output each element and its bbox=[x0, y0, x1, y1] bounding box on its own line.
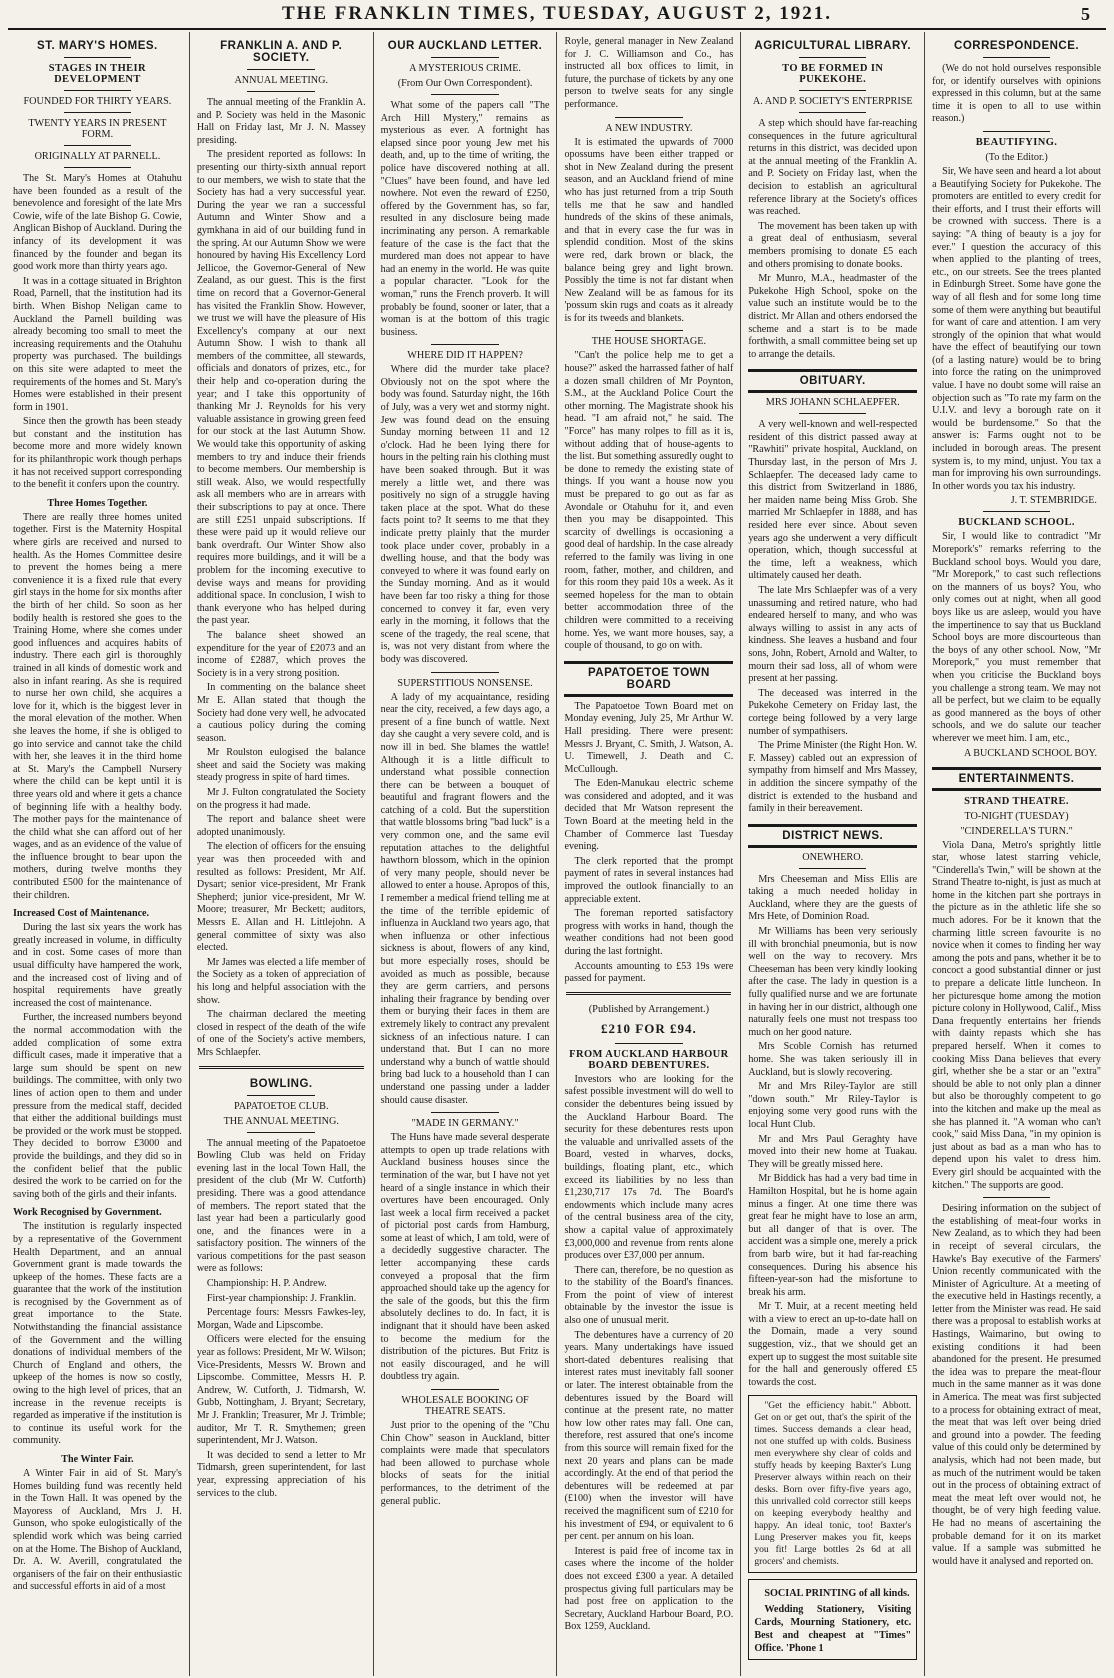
article-title: FRANKLIN A. AND P. SOCIETY. bbox=[220, 40, 343, 64]
paragraph: The Huns have made several desperate attempts to open up trade relations with Auckland business houses since the termination of the war, but I have not yet heard of a single instance in which their overtures have been encouraged. Only last week a local firm received a packet of pictorial post cards from Hamburg, some at least of which, I am told, were of a decidedly suggestive character. The letter accompanying these cards conveyed a proposal that the firm approached should take up the agency for the sale of the goods, but this the firm absolutely declines to do. In fact, it is indignant that it should have been asked to become the medium for the distribution of the pictures. But Fritz is not easily discouraged, and he will doubtless try again. bbox=[380, 1132, 550, 1383]
column-1 bbox=[6, 32, 190, 1676]
advertisement-title: SOCIAL PRINTING of all kinds. bbox=[764, 1588, 910, 1600]
masthead bbox=[8, 0, 1106, 30]
subheading: PAPATOETOE CLUB. bbox=[233, 1100, 329, 1112]
article-title: DISTRICT NEWS. bbox=[782, 829, 884, 842]
paragraph: Sir, We have seen and heard a lot about a Beautifying Society for Pukekohe. The promoters are entitled to every credit for their efforts, and I trust their efforts will be crowned with success. There is a saying: "A thing of beauty is a joy for ever." I question the accuracy of this when applied to the planting of trees, etc., on our streets. See the trees planted in Edinburgh Street. Some have gone the way of all flesh and for some long time some of them were anything but beautiful for want of care and attention. I am very strongly of the opinion that what would have the effect of beautifying our town (of a lasting nature) would be to bring into force the rating on the unimproved value. I have no doubt some will raise an objection such as "To rate my farm on the U.I.V. and levy a borough rate on it would be burdensome." So that the answer is: Farms ought not to be included in borough areas. The present system is, to my mind, unjust. You tax a man for improving his own surroundings. In other words you tax his industry. bbox=[932, 165, 1101, 492]
paragraph: Mr T. Muir, at a recent meeting held with a view to erect an up-to-date hall on the Domain, made a very sound suggestion, viz., that we should get an expert up to suggest the most suitable site for the hall and generously offered £5 towards the cost. bbox=[748, 1301, 918, 1388]
paragraph: The annual meeting of the Franklin A. and P. Society was held in the Masonic Hall on Friday last, Mr J. N. Massey presiding. bbox=[196, 97, 366, 146]
article-title: ST. MARY'S HOMES. bbox=[37, 40, 158, 52]
subheading: TO BE FORMED IN PUKEKOHE. bbox=[782, 63, 884, 85]
paragraph: (We do not hold ourselves responsible for, or identify ourselves with opinions expressed in this column, but at the same time it is open to all to use within reason.) bbox=[932, 63, 1101, 125]
paragraph: Where did the murder take place? Obviously not on the spot where the body was found. Saturday night, the 16th of July, was a very wet and stormy night. Jew was found dead on the ensuing Sunday morning between 11 and 12 o'clock. Had he been lying there for hours in the pelting rain his clothing must have been soaked through. But it was merely a little wet, and there was positively no sign of a struggle having taken place at the spot. What do these facts point to? It seems to me that they indicate pretty plainly that the murder took place under cover, probably in a dwelling house, and that the body was conveyed to where it was found early on the Sunday morning. And as it would have been far too risky a thing for those concerned to convey it far, even very early in the morning, it follows that the scene of the tragedy, the real scene, that is, was not very distant from where the body was discovered. bbox=[380, 364, 550, 665]
subheading: MRS JOHANN SCHLAEPFER. bbox=[765, 397, 900, 409]
paragraph: The Prime Minister (the Right Hon. W. F. Massey) cabled out an expression of sympathy from himself and Mrs Massey, in addition the sincere sympathy of the district is extended to the husband and family in their bereavement. bbox=[748, 740, 918, 815]
paragraph: Desiring information on the subject of the establishing of meat-four works in New Zealand, as to which they had been in receipt of several circulars, the Hawke's Bay executive of the Farmers' Union recently communicated with the Minister of Agriculture. At a meeting of the executive held in Hastings recently, a letter from the Minister was read. He said there was a proposal to establish works at Hastings, Waimarino, but owing to existing conditions it had been abandoned for the present. He presumed the idea was to prepare the meat-flour much in the same manner as it was done in America. The meat was first subjected to a process for obtaining extract of meat, the meat that was left over being dried and ground into a powder. The feeding value of this could only be determined by analysis, which had not been made, but as much of the nutriment would be taken out in the process of obtaining extract of meat the meat left over would not, he thought, be of very high feeding value. He had no means of ascertaining the probable demand for it on its market value. If a sample was submitted he would have it analysed and reported on. bbox=[932, 1203, 1101, 1567]
paragraph: The clerk reported that the prompt payment of rates in several instances had improved the outlook financially to an appreciable extent. bbox=[564, 855, 734, 905]
paragraph: In commenting on the balance sheet Mr E. Allan stated that though the Society had done very well, he advocated a cautious policy during the coming season. bbox=[196, 682, 366, 744]
subheading: WHERE DID IT HAPPEN? bbox=[407, 350, 523, 362]
paragraph: The chairman declared the meeting closed in respect of the death of the wife of one of the Society's active members, Mrs Schlaepfer. bbox=[196, 1009, 366, 1058]
section-heading: The Winter Fair. bbox=[61, 1454, 134, 1465]
paragraph: Interest is paid free of income tax in cases where the income of the holder does not exceed £300 a year. A detailed prospectus giving full particulars may be had post free on application to the Secretary, Auckland Harbour Board, P.O. Box 1259, Auckland. bbox=[564, 1545, 734, 1633]
paragraph: It is estimated the upwards of 7000 opossums have been either trapped or shot in New Zealand during the present season, and an Auckland friend of mine who has just returned from a trip South tells me that he saw and handled hundreds of the skins of these animals, and that in every case the fur was in splendid condition. Most of the skins were red, dark brown or black, the balance being grey and light brown. Possibly the time is not far distant when New Zealand will be as famous for its 'possum skin rugs and coats as it already is for its tweeds and blankets. bbox=[564, 136, 734, 324]
section-heading: Three Homes Together. bbox=[47, 497, 148, 509]
paragraph: First-year championship: J. Franklin. bbox=[206, 1292, 357, 1304]
advertisement bbox=[748, 1395, 917, 1573]
subheading: "CINDERELLA'S TURN." bbox=[960, 825, 1073, 837]
paragraph: Viola Dana, Metro's sprightly little star, whose latest starring vehicle, "Cinderella's Twin," will be shown at the Strand Theatre to-night, is just as much at home in the kitchen part she portrays in the picture as in the athletic life she so much adores. For be it known that the charming little screen favourite is no novice when it comes to finding her way among the pots and pans, whether it be to concoct a good substantial dinner or just to prepare a delicate little luncheon. In her picturesque home among the motion picture colony in Hollywood, Calif., Miss Dana frequently entertains her friends with dainty repasts which she has prepared herself. When it comes to cooking Miss Dana believes that every girl, whether she be a star or an "extra" should be able to not only plan a dinner but also be thoroughly competent to go into the kitchen and make up the meal as she has planned it. "A woman who can't cook," said Miss Dana, "in my opinion is just about as bad as a man who has to depend upon his valet to dress him. Every girl should be acquainted with the kitchen." The supports are good. bbox=[932, 839, 1101, 1191]
subheading: FOUNDED FOR THIRTY YEARS. bbox=[23, 96, 172, 107]
paragraph: The late Mrs Schlaepfer was of a very unassuming and retired nature, who had endeared herself to many, and who was always willing to assist in any acts of kindness. She leaves a husband and four sons, John, Robert, Arnold and Walter, to mourn their sad loss, all of whom were present at her passing. bbox=[748, 585, 918, 685]
paragraph: The balance sheet showed an expenditure for the year of £2073 and an income of £2887, which proves the Society is in a very strong position. bbox=[196, 629, 366, 679]
paragraph: Mr Biddick has had a very bad time in Hamilton Hospital, but he is home again minus a finger. At one time there was great fear he might have to lose an arm, but all danger of that is over. The accident was a simple one, merely a prick from barb wire, but it had far-reaching consequences. During his absence his fifteen-year-son had the misfortune to break his arm. bbox=[748, 1173, 918, 1298]
paragraph: Mr Munro, M.A., headmaster of the Pukekohe High School, spoke on the value such an institute would be to the district. Mr Allan and others endorsed the scheme and a start is to be made forthwith, a small committee being set up to arrange the details. bbox=[748, 273, 918, 360]
column-6 bbox=[925, 32, 1108, 1676]
paragraph: There can, therefore, be no question as to the stability of the Board's finances. From the point of view of interest obtainable by the investor the issue is also one of unusual merit. bbox=[564, 1264, 734, 1327]
subheading: THE ANNUAL MEETING. bbox=[223, 1115, 339, 1127]
paragraph: It was decided to send a letter to Mr Tidmarsh, green superintendent, for last year, expressing appreciation of his services to the club. bbox=[196, 1449, 366, 1499]
subheading: ONEWHERO. bbox=[802, 851, 864, 863]
paragraph: The Papatoetoe Town Board met on Monday evening, July 25, Mr Arthur W. Hall presiding. There were present: Messrs J. Bryant, C. Smith, J. Watson, A. U. Timewell, J. Death and C. McCullough. bbox=[564, 700, 734, 775]
paragraph: The annual meeting of the Papatoetoe Bowling Club was held on Friday evening last in the local Town Hall, the president of the club (Mr W. Cutforth) presiding. There was a good attendance of members. The report stated that the last year had been a particularly good one, and the finances were in a satisfactory position. The winners of the various competitions for the past season were as follows: bbox=[196, 1137, 366, 1275]
paragraph: "Can't the police help me to get a house?" asked the harrassed father of half a dozen small children of Mr Poynton, S.M., at the Auckland Police Court the other morning. The Magistrate shook his head. "I am afraid not," he said. The "Force" has many rolpes to fill as it is, without adding that of house-agents to the list. But something assuredly ought to be done to remedy the existing state of things. If you want a house now you must be prepared to go out as far as Avondale or Otahuhu for it, and even then you may be disappointed. This scarcity of dwellings is occasioning a good deal of hardship. In the case already referred to the family was living in one room, father, mother, and children, and for this room they paid 10s a week. As it seemed hopeless for the man to obtain better accommodation three of the children were committed to a receiving home. Yes, we want more houses, say, a couple of thousand, to go on with. bbox=[564, 350, 734, 652]
paragraph: Further, the increased numbers beyond the normal accommodation with the added complication of some extra difficult cases, made it imperative that a large sum should be spent on new buildings. The committee, with only two lines of action open to them and under pressure from the medical staff, decided that either the additional buildings must be provided or the work must be stopped. They decided to borrow £3000 and provide the buildings, and they did so in the confident belief that the public desired the work to be carried on for the saving both of the girls and their infants. bbox=[13, 1012, 182, 1200]
paragraph: The report and balance sheet were adopted unanimously. bbox=[196, 814, 366, 838]
paragraph: What some of the papers call "The Arch Hill Mystery," remains as mysterious as ever. A fortnight has elapsed since poor young Jew met his death, and, up to the time of writing, the police have discovered nothing at all. "Clues" have been found, and have led nowhere. Not even the reward of £250, offered by the Government has, so far, resulted in any disclosure being made incriminating any person. A remarkable feature of the case is the fact that the murdered man does not appear to have had an enemy in the world. He was quite a popular character. "Look for the woman," runs the French proverb. It will probably be found, sooner or later, that a woman is at the bottom of this tragic business. bbox=[380, 100, 550, 338]
article-title: AGRICULTURAL LIBRARY. bbox=[754, 40, 912, 52]
article-title: OBITUARY. bbox=[799, 375, 866, 388]
advertisement bbox=[748, 1579, 917, 1660]
paragraph: Mr Roulston eulogised the balance sheet and said the Society was making steady progress in spite of hard times. bbox=[196, 747, 366, 784]
paragraph: Royle, general manager in New Zealand for J. C. Williamson and Co., has instructed all box offices to limit, in future, the purchase of tickets by any one person to twelve seats for any single performance. bbox=[564, 36, 734, 110]
paragraph: Mr Williams has been very seriously ill with bronchial pneumonia, but is now well on the way to recovery. Mrs Cheeseman has been very kindly looking after the case. The lady in question is a fully qualified nurse and we are fortunate in having her in our district, although one naturally feels one must not trespass too much on her good nature. bbox=[748, 926, 918, 1038]
article-title: PAPATOETOE TOWN BOARD bbox=[587, 666, 710, 691]
column-5 bbox=[741, 32, 925, 1676]
paragraph: Championship: H. P. Andrew. bbox=[206, 1278, 327, 1290]
advertisement-text: "Get the efficiency habit." Abbott. Get on or get out, that's the spirit of the times. Success demands a clear head, not one stuffed up with colds. Business men everywhere shy clear of colds and stuffy heads by keeping Baxter's Lung Preserver always within reach on their desks. Born over fifty-five years ago, this unrivalled cold corrector still keeps on keeping everybody healthy and happy. An ideal tonic, too! Baxter's Lung Preserver makes you fit, keeps you fit! Large bottles 2s 6d at all grocers' and chemists. bbox=[754, 1400, 912, 1568]
article-title: CORRESPONDENCE. bbox=[954, 40, 1080, 52]
masthead-title: THE FRANKLIN TIMES, TUESDAY, AUGUST 2, 1921. bbox=[281, 3, 833, 24]
subheading: ORIGINALLY AT PARNELL. bbox=[34, 151, 161, 162]
subheading: BUCKLAND SCHOOL. bbox=[958, 517, 1075, 529]
paragraph: The election of officers for the ensuing year was then proceeded with and resulted as follows: President, Mr Alf. Dysart; senior vice-president, Mr Frank Shepherd; junior vice-president, Mr W. Moore; treasurer, Mr Beckett; auditors, Messrs E. Allan and H. Littlejohn. A general committee of sixty was also elected. bbox=[196, 841, 366, 954]
paragraph: Mrs Scoble Cornish has returned home. She was taken seriously ill in Auckland, but is slowly recovering. bbox=[748, 1041, 918, 1078]
article-title: OUR AUCKLAND LETTER. bbox=[387, 40, 543, 52]
subheading: (From Our Own Correspondent). bbox=[397, 78, 533, 89]
paragraph: The president reported as follows: In presenting our thirty-sixth annual report to our members, we wish to state that the Society has had a very successful year. During the year we ran a successful Autumn and Winter Show and a gymkhana in aid of our building fund in the spring. At our Autumn Show we were honoured by having His Excellency Lord Jellicoe, the Governor-General of New Zealand, as our guest. This is the first time on record that a Governor-General has visited the Franklin Show. However, we trust we will have the pleasure of His Excellency's company at our next Autumn Show. I wish to thank all members of the committee, all stewards, officials and donators of prizes, etc., for their help and co-operation during the year; and I take this opportunity of thanking Mr J. Reynolds for his very valuable assistance in growing green feed for our stock at the last Autumn Show. We would take this opportunity of asking members to try and induce their friends to become members. Our membership is still weak. Also, we would respectfully ask all members who are in arrears with their subscriptions to pay at once. There are still £251 unpaid subscriptions. If these were paid up it would relieve our bank overdraft. Our Winter Show also requires more buildings, and it will be a problem for the incoming executive to devise ways and means for providing additional space. In conclusion, I wish to thank everyone who has helped during the past year. bbox=[196, 149, 366, 627]
paragraph: The movement has been taken up with a great deal of enthusiasm, several members promising to donate £5 each and others promising to donate books. bbox=[748, 220, 918, 270]
paragraph: A lady of my acquaintance, residing near the city, received, a few days ago, a present of a fine bunch of wattle. Next day she caught a very severe cold, and is now ill in bed. She blames the wattle! Although it is a little difficult to understand what possible connection there can be between a bouquet of beautiful and fragrant flowers and the catching of a cold. But the superstition that wattle blossoms bring "bad luck" is a very common one, and the same evil reputation attaches to the delightful hawthorn blossom, which in the opinion of very many people, should never be allowed to enter a house. Apropos of this, I remember a medical friend telling me at the time of the terrible epidemic of influenza in Auckland two years ago, that when influenza or other infectious sickness is about, flowers of any kind, but more especially roses, should be avoided as much as possible, because they are germ carriers, and persons inhaling their fragrance by bending over them or burying their faces in them are extremely likely to contract any prevalent sickness of an infectious nature. I can understand that. But I can no more understand why a bunch of wattle should bring bad luck to a household than I can understand one passing under a ladder should cause disaster. bbox=[380, 691, 550, 1106]
paragraph: The foreman reported satisfactory progress with works in hand, though the weather conditions had not been good during the last fortnight. bbox=[564, 908, 734, 957]
advertisement-text: Wedding Stationery, Visiting Cards, Mourning Stationery, etc. Best and cheapest at "Times" Office. 'Phone 1 bbox=[754, 1604, 912, 1655]
paragraph: Mr and Mrs Paul Geraghty have moved into their new home at Tuakau. They will be greatly missed here. bbox=[748, 1133, 918, 1170]
paragraph: The St. Mary's Homes at Otahuhu have been founded as a result of the benevolence and foresight of the late Mrs Cowie, wife of the late Bishop G. Cowie, Anglican Bishop of Auckland. During the infancy of its development it was financed by the founder and began its good work more than thirty years ago. bbox=[13, 173, 182, 273]
paragraph: Percentage fours: Messrs Fawkes-ley, Morgan, Wade and Lipscombe. bbox=[196, 1307, 366, 1331]
subheading: STAGES IN THEIR DEVELOPMENT bbox=[48, 63, 147, 85]
subheading: ANNUAL MEETING. bbox=[234, 75, 329, 86]
paragraph: The institution is regularly inspected by a representative of the Government Health Department, and an annual Government grant is made towards the upkeep of the homes. These facts are a guarantee that the work of the institution is recognised by the Government as of great importance to the State. Notwithstanding the financial assistance of the Government and the willing donations of individual members of the Church of England and others, the upkeep of the homes is now so costly, owing to the high level of prices, that an increase in the revenue receipts is regarded as imperative if the institution is to continue its useful work for the community. bbox=[13, 1221, 182, 1447]
subheading: A NEW INDUSTRY. bbox=[605, 122, 693, 134]
column-2 bbox=[190, 32, 374, 1676]
paragraph: Just prior to the opening of the "Chu Chin Chow" season in Auckland, bitter complaints were made that speculators had been allowed to purchase whole blocks of seats for the initial performances, to the detriment of the general public. bbox=[380, 1420, 550, 1507]
paragraph: Mr James was elected a life member of the Society as a token of appreciation of his long and helpful association with the show. bbox=[196, 956, 366, 1006]
article-title: BOWLING. bbox=[249, 1077, 313, 1090]
subheading: THE HOUSE SHORTAGE. bbox=[591, 336, 707, 348]
subheading: A. AND P. SOCIETY'S ENTERPRISE bbox=[752, 96, 913, 107]
paragraph: The deceased was interred in the Pukekohe Cemetery on Friday last, the cortege being followed by a very large number of sympathisers. bbox=[748, 687, 918, 737]
columns bbox=[6, 32, 1108, 1676]
subheading: A MYSTERIOUS CRIME. bbox=[409, 63, 521, 74]
paragraph: There are really three homes united together. First is the Maternity Hospital where girls are received and nursed to health. As the Homes Committee desire to prevent the homes being a mere convenience it is a fixed rule that every girl stays in the home for six months after the birth of her child. So soon as her bodily health is restored she goes to the Training Home, where she comes under good influences and acquires habits of industry. There each girl is thoroughly trained in all kinds of domestic work and also in infant rearing. As she is required to nurse her own child, she acquires a love for it, which is the biggest lever in the moral elevation of the mother. When she leaves the home, if she is obliged to go into service and cannot take the child with her, she leaves it in the third home at St. Mary's the Campbell Nursery where the child can be kept until it is three years old and where it gets a chance of beginning life with a healthy body. The mother pays for the maintenance of the child what she can afford out of her wages, and as an evidence of the value of the influence brought to bear upon the mothers, during twelve months they contributed £500 for the maintenance of their children. bbox=[13, 511, 182, 901]
headline: £210 FOR £94. bbox=[601, 1020, 697, 1036]
paragraph: Officers were elected for the ensuing year as follows: President, Mr W. Wilson; Vice-Presidents, Messrs W. Brown and Lipscombe. Committee, Messrs H. P. Andrew, W. Cutforth, J. Tidmarsh, W. Gubb, Nottingham, J. Bryant; Secretary, Mr J. Franklin; Treasurer, Mr J. Trimble; auditor, Mr T. R. Smythemen; green superintendent, Mr J. Watson. bbox=[196, 1334, 366, 1447]
subheading: "MADE IN GERMANY." bbox=[411, 1118, 519, 1130]
paragraph: Investors who are looking for the safest possible investment will do well to consider the debentures being issued by the Auckland Harbour Board. The security for these debentures rests upon the valuable and unrivalled assets of the Board, vested in wharves, docks, buildings, floating plant, etc., which exceed its liabilities by no less than £1,230,717 17s 7d. The Board's endowments which include many acres of the central business area of the city, show a capital value of approximately £3,000,000 and revenue from rents alone produces over £37,000 per annum. bbox=[564, 1073, 734, 1262]
paragraph: It was in a cottage situated in Brighton Road, Parnell, that the institution had its birth. When Bishop Neligan came to Auckland the Parnell building was already becoming too small to meet the increasing requirements and the Otahuhu property was purchased. The buildings on this site were adapted to meet the requirements of the homes and St. Mary's Homes were established in their present form in 1901. bbox=[13, 275, 182, 413]
section-heading: Increased Cost of Maintenance. bbox=[13, 908, 150, 920]
paragraph: A step which should have far-reaching consequences in the future agricultural returns in this district, was decided upon at the annual meeting of the Franklin A. and P. Society on Friday last, when the decision to establish an agricultural reference library at the Society's offices was reached. bbox=[748, 118, 918, 218]
paragraph: Mr J. Fulton congratulated the Society on the progress it had made. bbox=[196, 787, 366, 811]
paragraph: Since then the growth has been steady but constant and the institution has become more and more widely known for its philanthropic work though perhaps it has not received support corresponding to the benefit it confers upon the country. bbox=[13, 416, 182, 491]
subheading: STRAND THEATRE. bbox=[964, 795, 1069, 807]
paragraph: During the last six years the work has greatly increased in volume, in difficulty and in cost. Some cases of more than usual difficulty have hampered the work, and the increased cost of living and of hospital requirements have greatly increased the cost of maintenance. bbox=[13, 922, 182, 1009]
paragraph: The Eden-Manukau electric scheme was considered and adopted, and it was decided that Mr Watson represent the Town Board at the meeting held in the Chamber of Commerce last Tuesday evening. bbox=[564, 778, 734, 853]
paragraph: A Winter Fair in aid of St. Mary's Homes building fund was recently held in the Town Hall. It was opened by the Mayoress of Auckland, Mrs J. H. Gunson, who spoke eulogistically of the splendid work which was being carried on at the Home. The Bishop of Auckland, Dr. A. W. Averill, congratulated the organisers of the fair on their enthusiastic and successful efforts in aid of a most bbox=[13, 1468, 182, 1593]
column-4 bbox=[557, 32, 741, 1676]
subheading: SUPERSTITIOUS NONSENSE. bbox=[397, 677, 533, 689]
article-title: ENTERTAINMENTS. bbox=[958, 772, 1075, 785]
paragraph: Mrs Cheeseman and Miss Ellis are taking a much needed holiday in Auckland, where they are the guests of Mrs Hete, of Dominion Road. bbox=[748, 873, 918, 923]
column-3 bbox=[374, 32, 558, 1676]
paragraph: Accounts amounting to £53 19s were passed for payment. bbox=[564, 960, 734, 985]
subheading: TO-NIGHT (TUESDAY) bbox=[964, 810, 1069, 822]
subheading: WHOLESALE BOOKING OF THEATRE SEATS. bbox=[401, 1395, 529, 1417]
subheading: FROM AUCKLAND HARBOUR BOARD DEBENTURES. bbox=[569, 1048, 729, 1071]
paragraph: Sir, I would like to contradict "Mr Morepork's" remarks referring to the Buckland school boys. Would you dare, "Mr Morepork," to cast such reflections on the manners of us boys? You, who only comes out at night, when all good boys like us are asleep, would you have the impertinence to say that us Buckland School boys are more discourteous than the boys of any other school. Now, "Mr Morepork," you must remember that when you criticise the Buckland boys you challenge a strong team. We may not all be perfect, but we claim to be equally as good mannered as the boys of other schools, and we do salute our teacher wherever we meet him. I am, etc., bbox=[932, 531, 1101, 744]
subheading: BEAUTIFYING. bbox=[975, 136, 1058, 148]
paragraph: Mr and Mrs Riley-Taylor are still "down south." Mr Riley-Taylor is enjoying some very good runs with the local Hunt Club. bbox=[748, 1081, 918, 1130]
section-heading: Work Recognised by Government. bbox=[13, 1207, 162, 1219]
paragraph: The debentures have a currency of 20 years. Many undertakings have issued short-dated debentures realising that interest rates must inevitably fall sooner or later. The interest obtainable from the debentures issued by the Board will continue at the present rate, no matter how low other rates may fall. One can, therefore, rest assured that one's income from this source will remain fixed for the next 20 years and plans can be made accordingly. At the end of that period the debentures will be redeemed at par (£100) when the investor will have received the magnificent sum of £210 for his investment of £94, or equivalent to 6 per cent. per annum on his loan. bbox=[564, 1329, 734, 1543]
notice: (Published by Arrangement.) bbox=[588, 1003, 710, 1015]
subheading: (To the Editor.) bbox=[985, 151, 1048, 163]
page-number: 5 bbox=[1081, 4, 1090, 24]
subheading: TWENTY YEARS IN PRESENT FORM. bbox=[28, 118, 167, 140]
paragraph: A very well-known and well-respected resident of this district passed away at "Rawhiti" private hospital, Auckland, on Thursday last, in the person of Mrs J. Schlaepfer. The deceased lady came to this district from Switzerland in 1886, her maiden name being Miss Grob. She married Mr Schlaepfer in 1888, and has resided here ever since. About seven years ago she underwent a very difficult operation, which, though successful at the time, left a weakness, which ultimately caused her death. bbox=[748, 419, 918, 582]
signature: A BUCKLAND SCHOOL BOY. bbox=[964, 747, 1097, 759]
signature: J. T. STEMBRIDGE. bbox=[1010, 495, 1097, 507]
